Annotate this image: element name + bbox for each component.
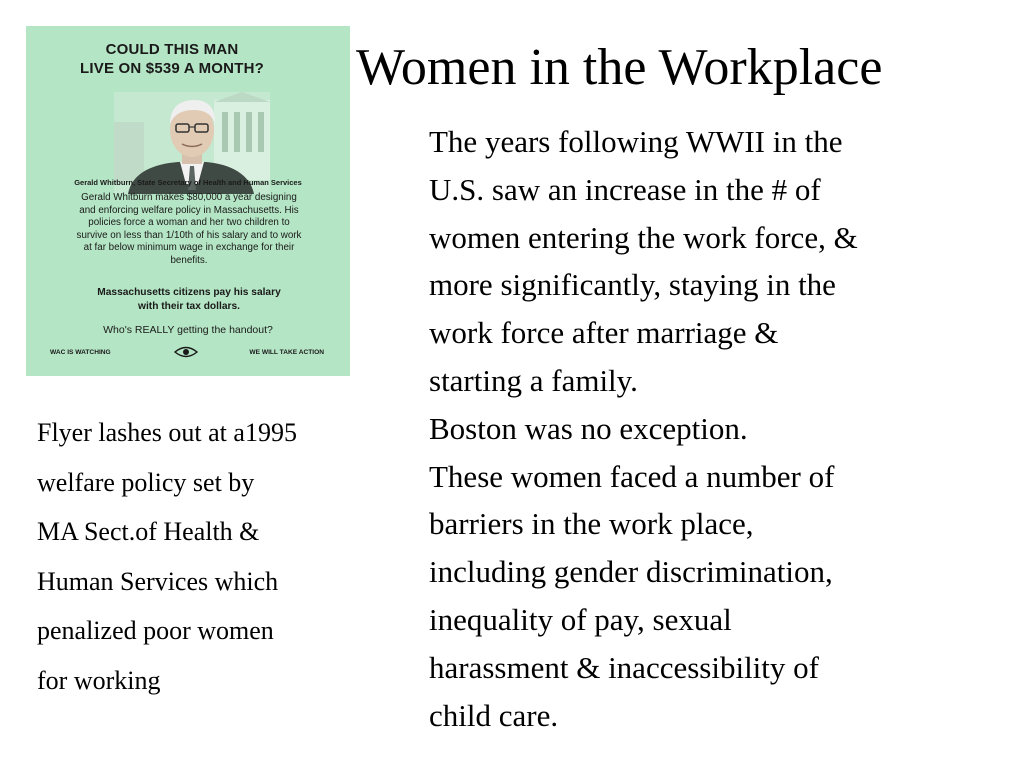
- body-line: harassment & inaccessibility of: [429, 649, 819, 685]
- flyer-headline: [56, 40, 288, 78]
- flyer-body-line: benefits.: [170, 254, 208, 266]
- flyer-question: Who's REALLY getting the handout?: [103, 324, 273, 336]
- body-line: barriers in the work place,: [429, 506, 754, 542]
- flyer-body: [48, 192, 330, 267]
- body-line: Boston was no exception.: [429, 410, 748, 446]
- flyer-emphasis-line: Massachusetts citizens pay his salary: [97, 287, 281, 298]
- welfare-flyer-image: [26, 26, 350, 376]
- flyer-photo-caption: Gerald Whitburn, State Secretary of Health and Human Services: [74, 178, 302, 187]
- body-line: child care.: [429, 697, 559, 733]
- flyer-body-line: and enforcing welfare policy in Massachusetts. His: [79, 204, 299, 216]
- flyer-headline-line: LIVE ON $539 A MONTH?: [80, 60, 264, 77]
- flyer-body-line: policies force a woman and her two children to: [88, 217, 290, 228]
- flyer-body-line: at far below minimum wage in exchange for their: [83, 242, 295, 253]
- body-line: U.S. saw an increase in the # of: [429, 171, 821, 207]
- caption-line: for working: [37, 665, 161, 695]
- caption-line: Human Services which: [37, 566, 279, 596]
- flyer-emphasis-line: with their tax dollars.: [138, 301, 240, 312]
- body-line: work force after marriage &: [429, 315, 779, 351]
- slide-body-text: [429, 118, 1009, 739]
- body-line: including gender discrimination,: [429, 554, 833, 590]
- caption-line: welfare policy set by: [37, 467, 255, 497]
- caption-line: Flyer lashes out at a1995: [37, 418, 297, 447]
- flyer-footer-right: WE WILL TAKE ACTION: [249, 349, 324, 356]
- eye-icon: [174, 346, 198, 358]
- body-line: more significantly, staying in the: [429, 267, 836, 303]
- body-line: These women faced a number of: [429, 458, 835, 494]
- flyer-description: [37, 408, 387, 705]
- body-line: The years following WWII in the: [429, 124, 843, 159]
- flyer-footer-left: WAC IS WATCHING: [50, 349, 111, 356]
- flyer-emphasis: [48, 286, 330, 314]
- flyer-body-line: survive on less than 1/10th of his salary and to work: [76, 229, 302, 241]
- body-line: inequality of pay, sexual: [429, 601, 732, 637]
- flyer-headline-line: COULD THIS MAN: [105, 41, 239, 58]
- caption-line: penalized poor women: [37, 616, 274, 645]
- body-line: women entering the work force, &: [429, 219, 858, 255]
- caption-line: MA Sect.of Health &: [37, 517, 260, 546]
- flyer-body-line: Gerald Whitburn makes $80,000 a year designing: [81, 192, 297, 203]
- slide-title: Women in the Workplace: [356, 39, 883, 96]
- body-line: starting a family.: [429, 362, 638, 398]
